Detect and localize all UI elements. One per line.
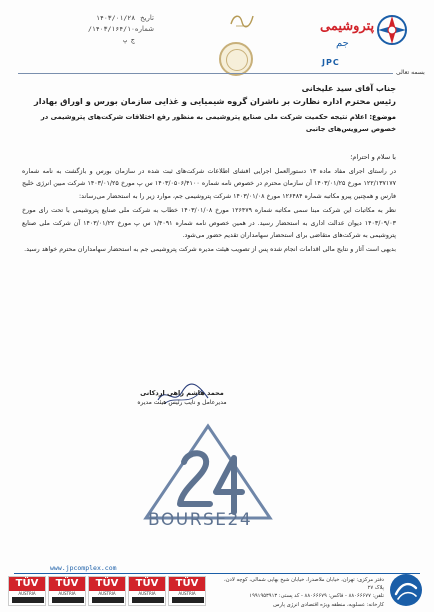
subject-continuation: خصوص سرویس‌های جانبی [305,125,396,133]
paragraph-2: نظر به مکاتبات این شرکت مبنا سمی مکاتبه شماره ۱۲۶۴۷۹ مورخ ۱۴۰۳/۰۱/۰۸ خطاب به شرکت ملی صنایع پتروشیمی با تحت رای مورخ ۱۴۰۳/۰۹/۰۳ دیوان عدالت اداری به استحضار رسید. در همین خصوص نامه شماره ۱/۴۰۹۱ س پ مورخ ۱۴۰۳/۰۱/۲۲ آن شرکت ملی صنایع پتروشیمی به شرکت‌های متقاضی برای استحضار سهامداران تقدیم حضور می‌شود. [22,207,397,240]
subject-label: موضوع: [369,113,396,121]
tuv-badge: TÜV AUSTRIA [48,576,86,606]
signature-block [112,388,252,408]
signatory-title: مدیرعامل و نایب رئیس هیئت مدیره [137,399,227,406]
subject-line [22,111,396,123]
footer-address [218,576,384,609]
tuv-badge: TÜV AUSTRIA [128,576,166,606]
number-label: شماره [134,25,154,33]
number-row [87,24,154,46]
subject-text: اعلام نتیجه حکمیت شرکت ملی صنایع پتروشیمی به منظور رفع اختلافات شرکت‌های پتروشیمی در [40,113,367,121]
jpc-logo [318,8,414,62]
letter-meta [87,13,154,46]
footer-address-line2: تلفن: ۸۸۰۶۶۶۷۷ - فاکس: ۸۸۰۶۶۶۷۹ - کد پستی: ۱۹۹۱۹۵۳۹۱۳ [249,593,384,600]
tuv-badge: TÜV AUSTRIA [88,576,126,606]
tuv-badge: TÜV AUSTRIA [8,576,46,606]
svg-text:جم: جم [336,38,349,49]
letter-body [22,82,396,257]
tuv-badge: TÜV AUSTRIA [168,576,206,606]
watermark-text: BOURSE24 [148,510,253,530]
number-value: ۱۴۰۳/۱۶۴/۱۰/ ج پ [87,25,135,44]
date-value: ۱۴۰۳/۰۱/۲۸ [96,14,136,22]
date-label: تاریخ [140,14,154,22]
footer-website[interactable]: www.jpcomplex.com [50,564,117,572]
footer-address-line3: کارخانه: عسلویه، منطقه ویژه اقتصادی انرژی پارس [273,601,384,608]
footer-jpc-logo-icon [388,572,424,608]
addressee-name: جناب آقای سید علیخانی [301,84,396,93]
paragraph-3: بدیهی است آثار و نتایج مالی اقدامات انجام شده پس از تصویب هیئت مدیره شرکت پتروشیمی جم به استحضار سهامداران محترم خواهد رسید. [24,246,396,254]
calligraphy-emblem-icon [228,10,256,30]
signatory-name: محمد هاشم زاهی اردکانی [140,389,224,397]
jpc-label: JPC [322,58,340,67]
footer-address-line1: دفتر مرکزی: تهران، خیابان ملاصدرا، خیابان شیخ بهایی شمالی، کوچه لادن، پلاک ۲۷ [224,577,384,592]
paragraph-1: در راستای اجرای مفاد ماده ۱۳ دستورالعمل اجرایی افشای اطلاعات شرکت‌های ثبت شده در سازمان بورس و بازگشت به نامه شماره ۱۲۲/۱۳۷۱۷۷ مورخ ۱۴۰۳/۰۱/۲۵ آن سازمان محترم در خصوص نامه شماره ۱۴۰۳/۰۵۰۶/۴۱۰۰ س پ مورخ ۱۴۰۳/۰۱/۲۵ شرکت مبین انرژی خلیج فارس و همچنین پیرو مکاتبه شماره ۱۲۶۴۸۴ مورخ ۱۴۰۳/۰۱/۰۸ شرکت پتروشیمی جم، موارد زیر را به استحضار می‌رساند: [22,168,396,200]
header-ref-mark: بسمه تعالی [396,69,425,76]
gold-seal-icon [219,42,253,76]
addressee-title: رئیس محترم اداره نظارت بر ناشران گروه شیمیایی و غذایی سازمان بورس و اوراق بهادار [34,96,396,106]
svg-text:پتروشیمی: پتروشیمی [320,19,375,34]
greeting: با سلام و احترام؛ [350,153,396,161]
certification-badges [8,576,206,606]
header-divider [18,73,393,74]
footer-divider [14,573,420,574]
date-row [96,13,154,24]
